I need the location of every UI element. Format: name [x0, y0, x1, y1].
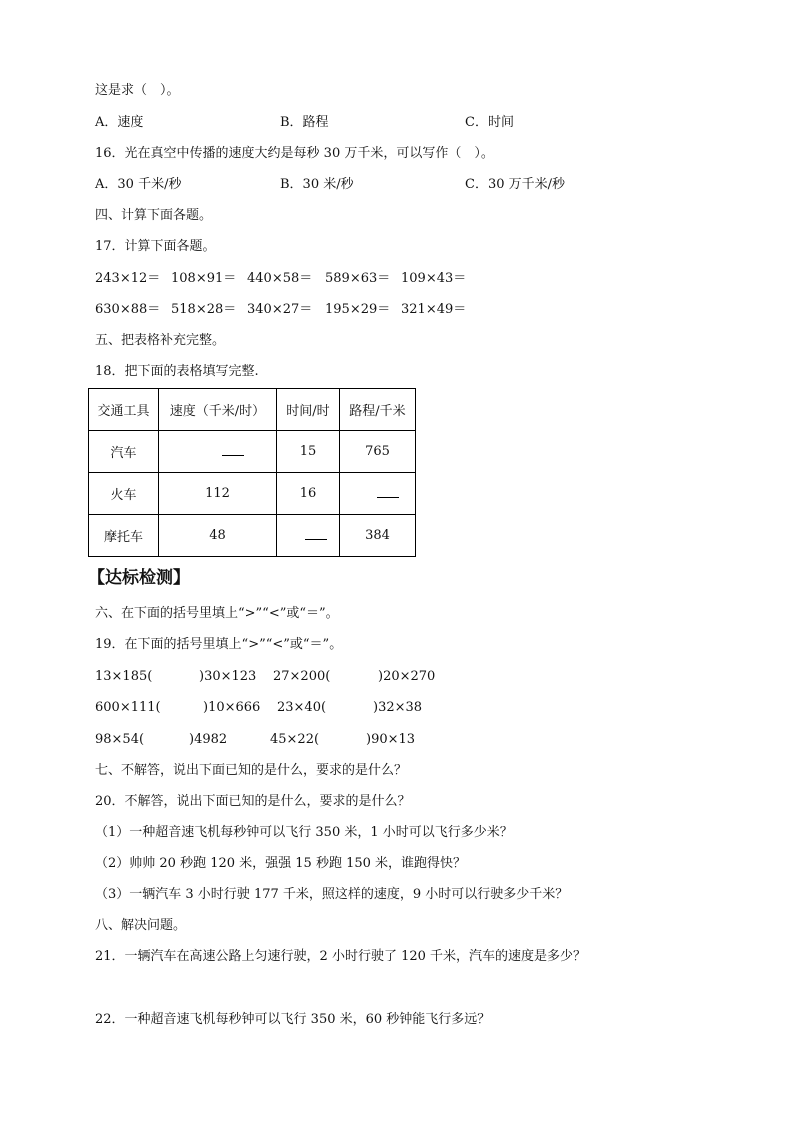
- q15-stem-tail: 这是求（ ）。: [95, 83, 180, 98]
- q19-right-expr: )10×666: [203, 700, 261, 715]
- table-header: 路程/千米: [340, 389, 416, 431]
- q21-stem: 21．一辆汽车在高速公路上匀速行驶，2 小时行驶了 120 千米，汽车的速度是多少？: [95, 949, 587, 964]
- q17-expr: 440×58＝: [247, 271, 313, 286]
- q19-right-expr: )32×38: [373, 700, 423, 715]
- q17-expr: 243×12＝: [95, 271, 161, 286]
- q16-stem: 16．光在真空中传播的速度大约是每秒 30 万千米，可以写作（ ）。: [95, 146, 494, 161]
- q17-expr: 321×49＝: [401, 302, 467, 317]
- q16-option-a: A．30 千米/秒: [95, 177, 182, 192]
- table-cell: 火车: [89, 473, 159, 515]
- q17-expr: 630×88＝: [95, 302, 161, 317]
- q17-expr: 589×63＝: [325, 271, 391, 286]
- table-cell: 384: [340, 515, 416, 557]
- q20-item: （3）一辆汽车 3 小时行驶 177 千米，照这样的速度，9 小时可以行驶多少千米？: [95, 887, 569, 902]
- section-8-heading: 八、解决问题。: [95, 918, 187, 933]
- table-cell: 汽车: [89, 431, 159, 473]
- section-5-heading: 五、把表格补充完整。: [95, 333, 226, 348]
- q19-right-expr: )4982: [189, 732, 228, 747]
- q19-left-expr: 600×111(: [95, 700, 161, 715]
- table-cell: 15: [277, 431, 340, 473]
- q20-item: （2）帅帅 20 秒跑 120 米，强强 15 秒跑 150 米，谁跑得快？: [95, 856, 467, 871]
- q18-stem: 18．把下面的表格填写完整.: [95, 364, 259, 379]
- table-cell: 112: [159, 473, 277, 515]
- q19-left-expr: 98×54(: [95, 732, 145, 747]
- q15-option-a: A．速度: [95, 115, 144, 130]
- table-header: 时间/时: [277, 389, 340, 431]
- table-cell: 48: [159, 515, 277, 557]
- section-4-heading: 四、计算下面各题。: [95, 208, 213, 223]
- table-row: [89, 473, 416, 515]
- q19-right-expr: )20×270: [378, 669, 436, 684]
- table-cell-blank[interactable]: [159, 431, 277, 473]
- q17-expr: 518×28＝: [171, 302, 237, 317]
- q15-option-b: B．路程: [280, 115, 329, 130]
- q17-expr: 109×43＝: [401, 271, 467, 286]
- q19-right-expr: )90×13: [366, 732, 416, 747]
- table-header-row: [89, 389, 416, 431]
- q15-option-c: C．时间: [465, 115, 514, 130]
- section-6-heading: 六、在下面的括号里填上“>”“<”或“＝”。: [95, 606, 339, 621]
- section-7-heading: 七、不解答，说出下面已知的是什么，要求的是什么？: [95, 763, 408, 778]
- q17-expr: 195×29＝: [325, 302, 391, 317]
- q19-left-expr: 27×200(: [273, 669, 331, 684]
- table-cell-blank[interactable]: [340, 473, 416, 515]
- table-cell: 765: [340, 431, 416, 473]
- q16-option-b: B．30 米/秒: [280, 177, 354, 192]
- table-header: 交通工具: [89, 389, 159, 431]
- table-cell: 16: [277, 473, 340, 515]
- table-cell: 摩托车: [89, 515, 159, 557]
- section-heading-check: 【达标检测】: [88, 568, 190, 588]
- q20-stem: 20．不解答，说出下面已知的是什么，要求的是什么？: [95, 794, 411, 809]
- table-cell-blank[interactable]: [277, 515, 340, 557]
- q19-left-expr: 45×22(: [270, 732, 320, 747]
- table-header: 速度（千米/时）: [159, 389, 277, 431]
- table-row: [89, 515, 416, 557]
- q17-expr: 340×27＝: [247, 302, 313, 317]
- q20-item: （1）一种超音速飞机每秒钟可以飞行 350 米，1 小时可以飞行多少米？: [95, 825, 513, 840]
- q19-right-expr: )30×123: [199, 669, 257, 684]
- q17-expr: 108×91＝: [171, 271, 237, 286]
- q19-left-expr: 23×40(: [277, 700, 327, 715]
- q16-option-c: C．30 万千米/秒: [465, 177, 566, 192]
- q19-left-expr: 13×185(: [95, 669, 153, 684]
- speed-table: [88, 388, 416, 557]
- q19-stem: 19．在下面的括号里填上“>”“<”或“＝”。: [95, 637, 343, 652]
- q22-stem: 22．一种超音速飞机每秒钟可以飞行 350 米，60 秒钟能飞行多远？: [95, 1012, 491, 1027]
- q17-stem: 17．计算下面各题。: [95, 239, 216, 254]
- table-row: [89, 431, 416, 473]
